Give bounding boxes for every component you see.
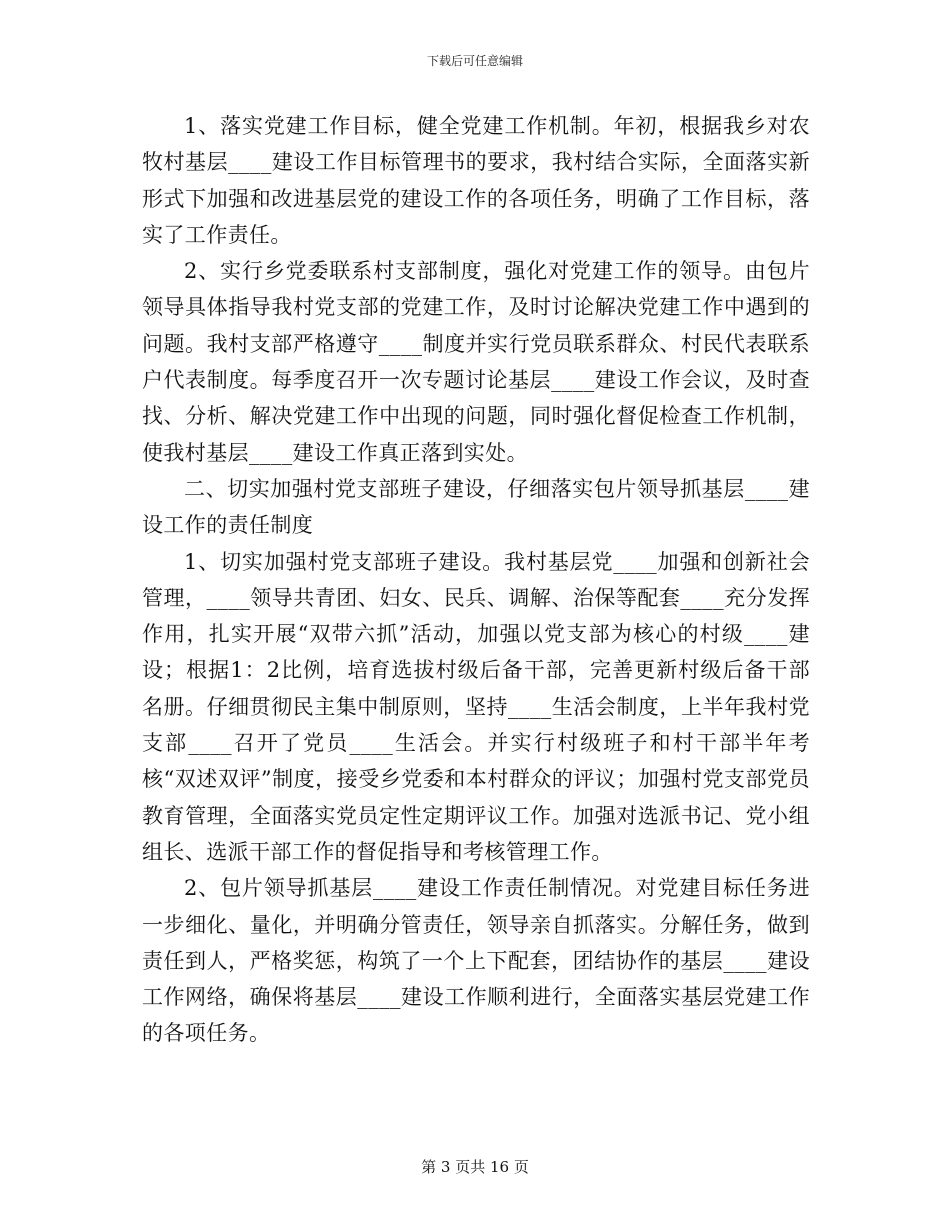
page-header: 下载后可任意编辑 xyxy=(426,54,523,68)
paragraph-4: 2、包片领导抓基层____建设工作责任制情况。对党建目标任务进一步细化、量化，并明确分管责任，领导亲自抓落实。分解任务，做到责任到人，严格奖惩，构筑了一个上下配套，团结协作的基层____建设工作网络，确保将基层____建设工作顺利进行，全面落实基层党建工作的各项任务。 xyxy=(142,876,810,1046)
paragraph-1: 1、落实党建工作目标，健全党建工作机制。年初，根据我乡对农牧村基层____建设工作目标管理书的要求，我村结合实际，全面落实新形式下加强和改进基层党的建设工作的各项任务，明确了工作目标，落实了工作责任。 xyxy=(142,114,810,247)
paragraph-3: 1、切实加强村党支部班子建设。我村基层党____加强和创新社会管理，____领导共青团、妇女、民兵、调解、治保等配套____充分发挥作用，扎实开展“双带六抓”活动，加强以党支部为核心的村级____建设；根据1：2比例，培育选拔村级后备干部，完善更新村级后备干部名册。仔细贯彻民主集中制原则，坚持____生活会制度，上半年我村党支部____召开了党员____生活会。并实行村级班子和村干部半年考核“双述双评”制度，接受乡党委和本村群众的评议；加强村党支部党员教育管理，全面落实党员定性定期评议工作。加强对选派书记、党小组组长、选派干部工作的督促指导和考核管理工作。 xyxy=(142,549,810,864)
paragraph-2: 2、实行乡党委联系村支部制度，强化对党建工作的领导。由包片领导具体指导我村党支部的党建工作，及时讨论解决党建工作中遇到的问题。我村支部严格遵守____制度并实行党员联系群众、村民代表联系户代表制度。每季度召开一次专题讨论基层____建设工作会议，及时查找、分析、解决党建工作中出现的问题，同时强化督促检查工作机制，使我村基层____建设工作真正落到实处。 xyxy=(142,259,810,465)
page-footer: 第 3 页共 16 页 xyxy=(421,1158,529,1176)
document-body xyxy=(142,108,810,1052)
section-heading-2: 二、切实加强村党支部班子建设，仔细落实包片领导抓基层____建设工作的责任制度 xyxy=(142,476,810,538)
